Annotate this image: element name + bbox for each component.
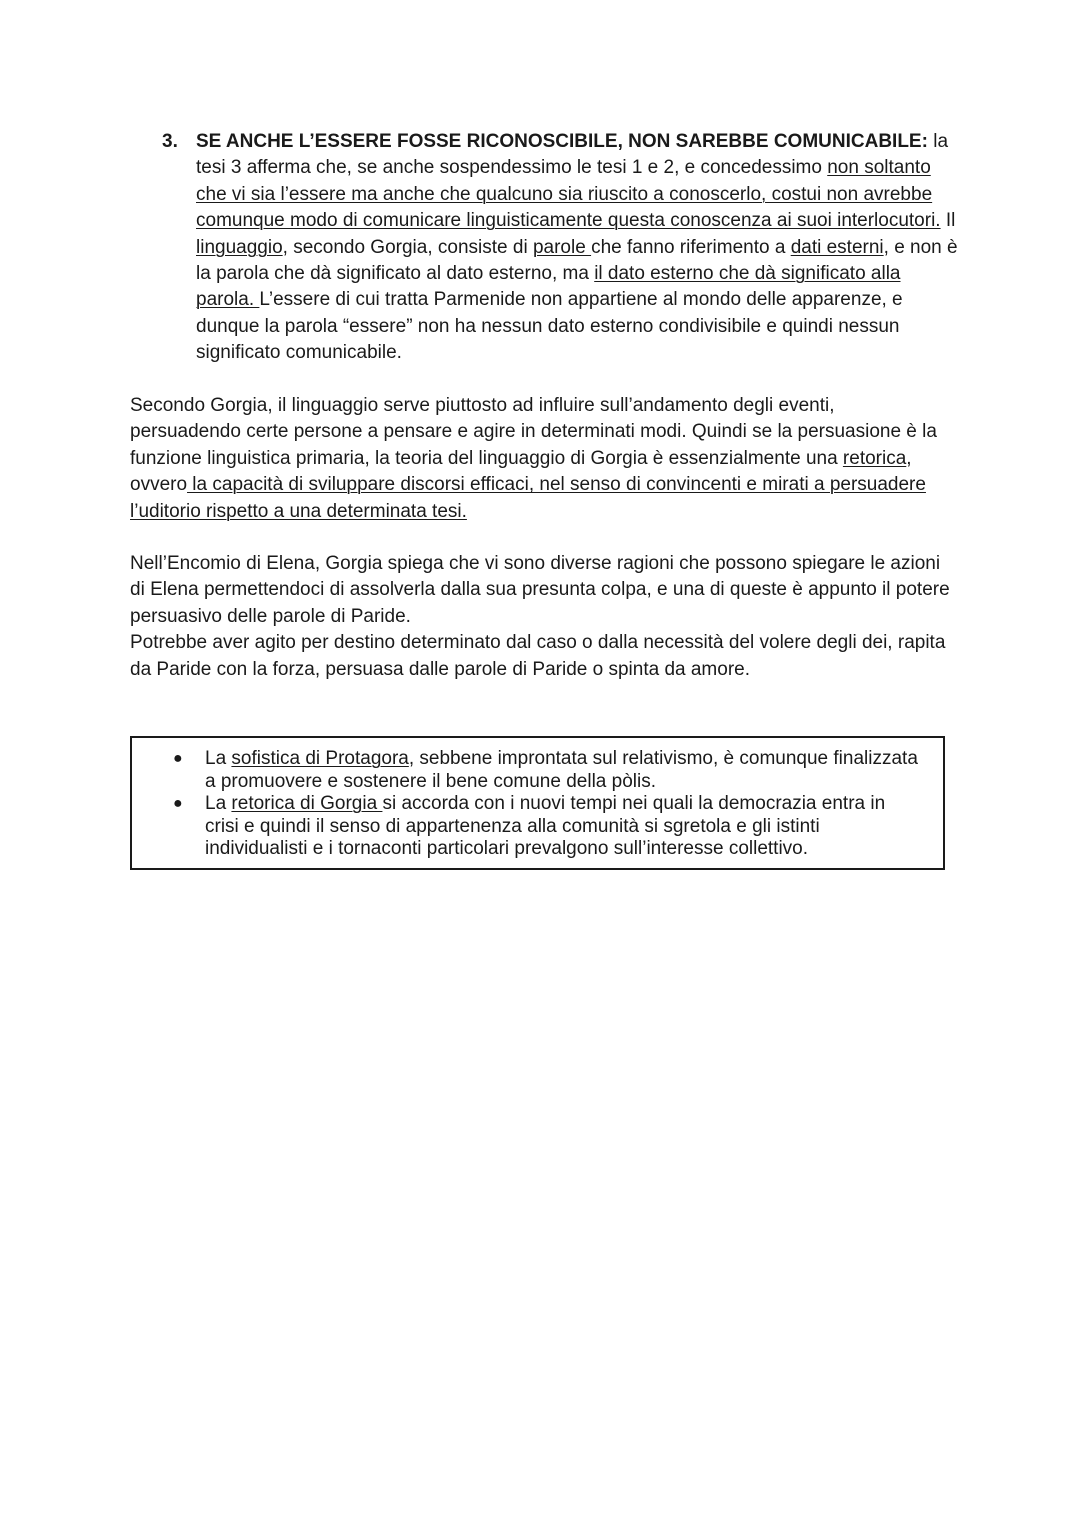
underlined-text: linguaggio xyxy=(196,236,283,258)
text-run: , e non è la parola che dà significato al dato esterno, ma xyxy=(196,236,958,285)
underlined-text: non soltanto che vi sia l’essere ma anche che qualcuno sia riuscito a conoscerlo, costui non avrebbe comunque modo di comunicare linguisticamente questa conoscenza ai suoi interlocutori. xyxy=(196,157,941,232)
underlined-text: la capacità di sviluppare discorsi efficaci, nel senso di convincenti e mirati a persuadere l’uditorio rispetto a una determinata tesi. xyxy=(130,474,926,522)
text-run: che fanno riferimento a xyxy=(591,236,791,258)
paragraph-encomio-elena xyxy=(130,551,950,683)
text-run: La xyxy=(205,793,232,814)
underlined-text: retorica xyxy=(842,447,907,469)
text-run: la tesi 3 afferma che, se anche sospendessimo le tesi 1 e 2, e concedessimo xyxy=(196,131,949,179)
list-item-body xyxy=(196,129,962,367)
summary-list xyxy=(132,748,943,861)
summary-item xyxy=(132,793,943,861)
text-run: L’essere di cui tratta Parmenide non appartiene al mondo delle apparenze, e dunque la parola “essere” non ha nessun dato esterno condivisibile e quindi nessun significato comunicabile. xyxy=(196,289,903,364)
text-run: , sebbene improntata sul relativismo, è comunque finalizzata a promuovere e sostenere il bene comune della pòlis. xyxy=(205,748,918,792)
text-run: , ovvero xyxy=(130,447,912,496)
underlined-text: retorica di Gorgia xyxy=(231,793,383,814)
text-run: La xyxy=(205,748,232,769)
summary-item xyxy=(132,748,943,793)
list-item-thesis-3 xyxy=(162,129,962,367)
bullet-icon: ● xyxy=(173,750,183,767)
text-run: , secondo Gorgia, consiste di xyxy=(282,236,533,258)
underlined-text: dati esterni xyxy=(790,236,884,258)
list-number: 3. xyxy=(162,131,178,152)
bullet-icon: ● xyxy=(173,795,183,812)
paragraph-line: Potrebbe aver agito per destino determinato dal caso o dalla necessità del volere degli dei, rapita da Paride con la forza, persuasa dalle parole di Paride o spinta da amore. xyxy=(130,632,946,680)
summary-box xyxy=(130,736,945,870)
paragraph-gorgia-language xyxy=(130,393,950,525)
underlined-text: sofistica di Protagora xyxy=(231,748,409,769)
text-run: Secondo Gorgia, il linguaggio serve piuttosto ad influire sull’andamento degli eventi, persuadendo certe persone a pensare e agire in determinati modi. Quindi se la persuasione è la funzione linguistica primaria, la teoria del linguaggio di Gorgia è essenzialmente una xyxy=(130,395,937,469)
underlined-text: il dato esterno che dà significato alla parola. xyxy=(196,263,901,311)
paragraph-line: Nell’Encomio di Elena, Gorgia spiega che vi sono diverse ragioni che possono spiegare le azioni di Elena permettendoci di assolverla dalla sua presunta colpa, e una di queste è appunto il potere persuasivo delle parole di Paride. xyxy=(130,553,950,627)
thesis-heading: SE ANCHE L’ESSERE FOSSE RICONOSCIBILE, NON SAREBBE COMUNICABILE: xyxy=(196,131,928,152)
underlined-text: parole xyxy=(532,236,592,258)
text-run: si accorda con i nuovi tempi nei quali la democrazia entra in crisi e quindi il senso di appartenenza alla comunità si sgretola e gli istinti individualisti e i tornaconti particolari prevalgono sull’interesse collettivo. xyxy=(205,793,886,859)
text-run: Il xyxy=(940,210,956,232)
